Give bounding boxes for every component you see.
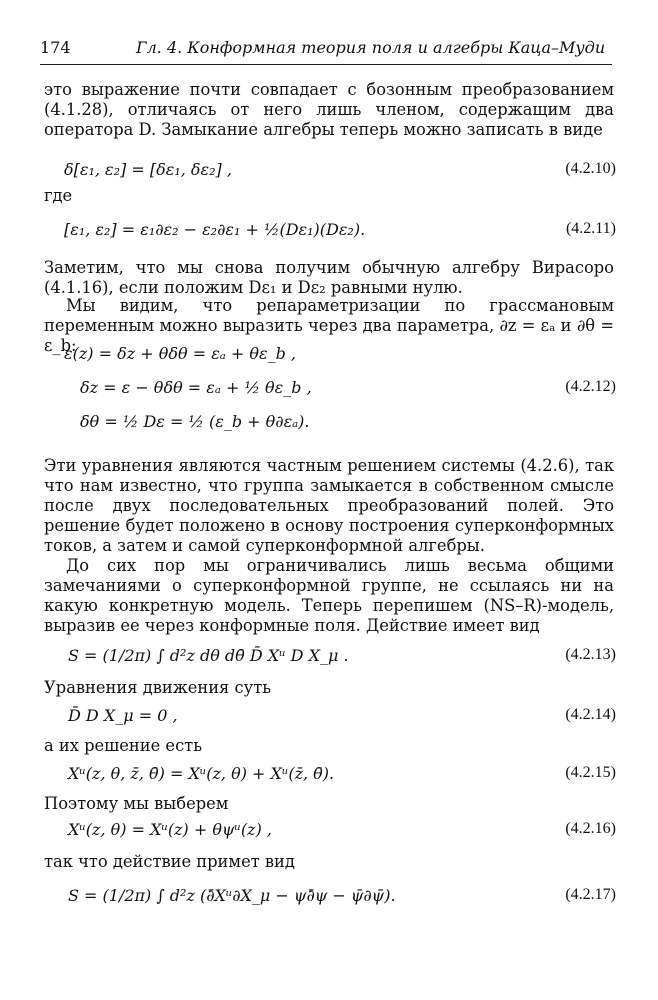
equation-number-4-2-13: (4.2.13) <box>565 646 616 663</box>
equation-number-4-2-16: (4.2.16) <box>565 820 616 837</box>
paragraph-p4: Мы видим, что репараметризации по грассмановым переменным можно выразить через два параметра, ∂z = εₐ и ∂θ = ε_b: <box>44 296 614 355</box>
paragraph-p1: это выражение почти совпадает с бозонным преобразованием (4.1.28), отличаясь от него лишь членом, содержащим два оператора D. Замыкание алгебры теперь можно записать в виде <box>44 80 614 139</box>
equation-4-2-16: Xᵘ(z, θ) = Xᵘ(z) + θψᵘ(z) , <box>68 820 272 839</box>
paragraph-p7: Уравнения движения суть <box>44 678 272 697</box>
equation-number-4-2-17: (4.2.17) <box>565 886 616 903</box>
equation-4-2-17: S = (1/2π) ∫ d²z (∂̄Xᵘ∂X_μ − ψ∂̄ψ − ψ̄∂ψ̄). <box>68 886 396 905</box>
equation-4-2-13: S = (1/2π) ∫ d²z dθ dθ̄ D̄ Xᵘ D X_μ . <box>68 646 349 665</box>
equation-number-4-2-14: (4.2.14) <box>565 706 616 723</box>
equation-number-4-2-11: (4.2.11) <box>565 220 616 237</box>
equation-4-2-10: δ[ε₁, ε₂] = [δε₁, δε₂] , <box>64 160 232 179</box>
page-header <box>40 38 610 64</box>
paragraph-p3: Заметим, что мы снова получим обычную алгебру Вирасоро (4.1.16), если положим Dε₁ и Dε₂ равными нулю. <box>44 258 614 297</box>
paragraph-p8: а их решение есть <box>44 736 203 755</box>
equation-4-2-14: D̄ D X_μ = 0 , <box>68 706 178 725</box>
equation-number-4-2-10: (4.2.10) <box>565 160 616 177</box>
equation-4-2-15: Xᵘ(z, θ, z̄, θ̄) = Xᵘ(z, θ) + Xᵘ(z̄, θ̄). <box>68 764 335 783</box>
equation-4-2-12c: δθ = ½ Dε = ½ (ε_b + θ∂εₐ). <box>80 412 310 431</box>
paragraph-p10: так что действие примет вид <box>44 852 295 871</box>
equation-4-2-12a: ε(z) = δz + θδθ = εₐ + θε_b , <box>64 344 296 363</box>
page-number: 174 <box>40 38 71 57</box>
equation-4-2-12b: δz = ε − θδθ = εₐ + ½ θε_b , <box>80 378 312 397</box>
header-rule <box>40 64 612 65</box>
equation-number-4-2-15: (4.2.15) <box>565 764 616 781</box>
equation-4-2-11: [ε₁, ε₂] = ε₁∂ε₂ − ε₂∂ε₁ + ½(Dε₁)(Dε₂). <box>64 220 366 239</box>
paragraph-p5: Эти уравнения являются частным решением системы (4.2.6), так что нам известно, что группа замыкается в собственном смысле после двух последовательных преобразований полей. Это решение будет положено в основу построения суперконформных токов, а затем и самой суперконформной алгебры. <box>44 456 614 555</box>
equation-number-4-2-12: (4.2.12) <box>565 378 616 395</box>
running-title: Гл. 4. Конформная теория поля и алгебры Каца–Муди <box>136 38 606 57</box>
paragraph-p9: Поэтому мы выберем <box>44 794 229 813</box>
paragraph-p6: До сих пор мы ограничивались лишь весьма общими замечаниями о суперконформной группе, не ссылаясь ни на какую конкретную модель. Теперь перепишем (NS–R)-модель, выразив ее через конформные поля. Действие имеет вид <box>44 556 614 635</box>
paragraph-p2: где <box>44 186 73 205</box>
